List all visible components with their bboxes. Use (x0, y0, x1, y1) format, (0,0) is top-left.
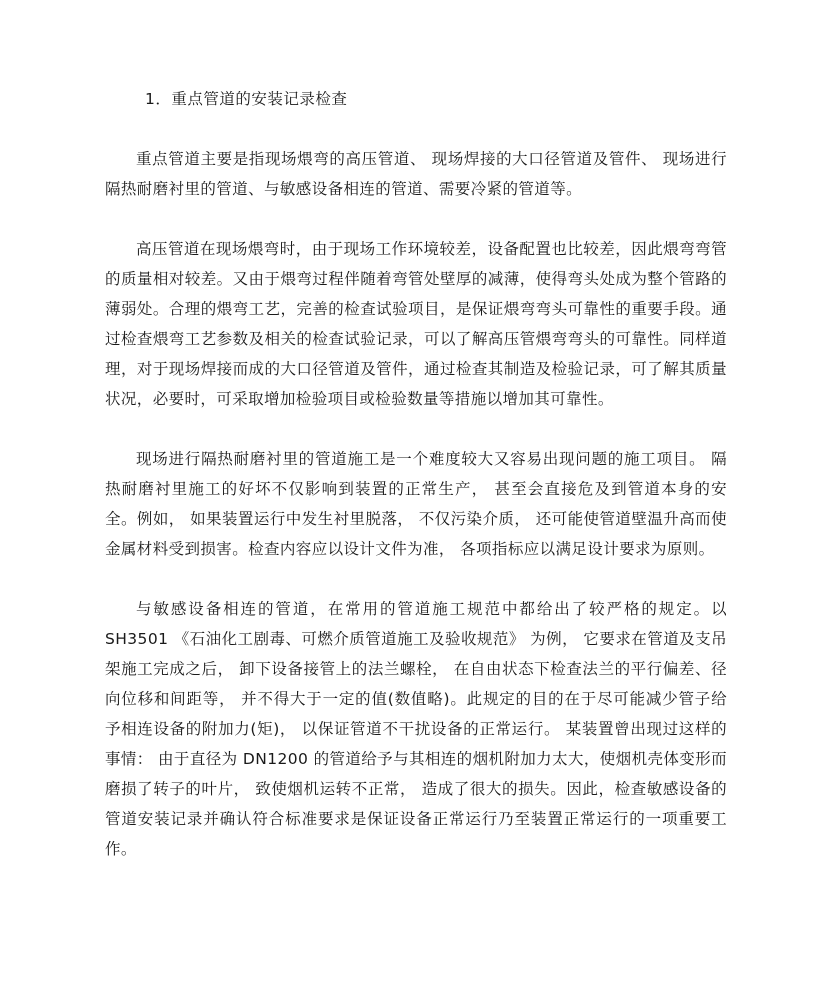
paragraph-2: 高压管道在现场煨弯时，由于现场工作环境较差，设备配置也比较差，因此煨弯弯管的质量相对较差。又由于煨弯过程伴随着弯管处壁厚的减薄，使得弯头处成为整个管路的薄弱处。合理的煨弯工艺，完善的检查试验项目，是保证煨弯弯头可靠性的重要手段。通过检查煨弯工艺参数及相关的检查试验记录，可以了解高压管煨弯弯头的可靠性。同样道理，对于现场焊接而成的大口径管道及管件，通过检查其制造及检验记录，可了解其质量状况，必要时，可采取增加检验项目或检验数量等措施以增加其可靠性。 (105, 240, 727, 408)
document-body (105, 84, 727, 894)
paragraph-1: 重点管道主要是指现场煨弯的高压管道、 现场焊接的大口径管道及管件、 现场进行隔热耐磨衬里的管道、与敏感设备相连的管道、需要冷紧的管道等。 (105, 150, 727, 198)
section-heading: 1．重点管道的安装记录检查 (145, 90, 348, 108)
paragraph-3: 现场进行隔热耐磨衬里的管道施工是一个难度较大又容易出现问题的施工项目。 隔热耐磨衬里施工的好坏不仅影响到装置的正常生产， 甚至会直接危及到管道本身的安全。例如， 如果装置运行中发生衬里脱落， 不仅污染介质， 还可能使管道壁温升高而使金属材料受到损害。检查内容应以设计文件为准， 各项指标应以满足设计要求为原则。 (105, 450, 727, 558)
paragraph-4: 与敏感设备相连的管道，在常用的管道施工规范中都给出了较严格的规定。以SH3501 《石油化工剧毒、可燃介质管道施工及验收规范》 为例， 它要求在管道及支吊架施工完成之后， 卸下设备接管上的法兰螺栓， 在自由状态下检查法兰的平行偏差、径向位移和间距等， 并不得大于一定的值(数值略)。此规定的目的在于尽可能减少管子给予相连设备的附加力(矩)， 以保证管道不干扰设备的正常运行。 某装置曾出现过这样的事情： 由于直径为 DN1200 的管道给予与其相连的烟机附加力太大，使烟机壳体变形而磨损了转子的叶片， 致使烟机运转不正常， 造成了很大的损失。因此，检查敏感设备的管道安装记录并确认符合标准要求是保证设备正常运行乃至装置正常运行的一项重要工作。 (105, 600, 727, 858)
